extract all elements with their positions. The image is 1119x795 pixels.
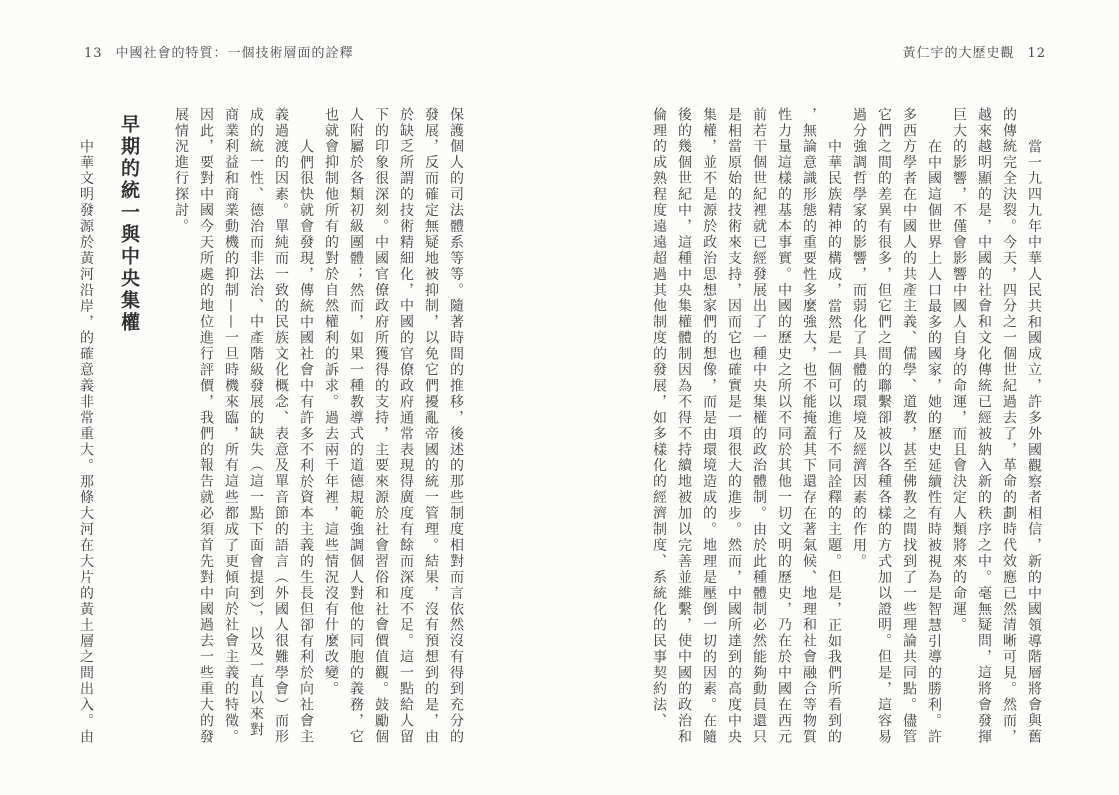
right-page-text — [642, 107, 1046, 745]
page-number-left: 13 — [84, 46, 103, 61]
section-heading: 早期的統一與中央集權 — [118, 114, 140, 334]
paragraph: 在中國這個世界上人口最多的國家，她的歷史延續性有時被視為是智慧引導的勝利。許多西方學者在中國人的共產主義、儒學、道教，甚至佛教之間找到了一些理論共同點。儘管它們之間的差異有很多，但它們之間的聯繫卻被以各種各樣的方式加以證明。但是，這容易過分強調哲學家的影響，而弱化了具體的環境及經濟因素的作用。 — [851, 107, 942, 745]
paragraph: 當一九四九年中華人民共和國成立，許多外國觀察者相信，新的中國領導階層將會與舊的傳統完全決裂。今天，四分之一個世紀過去了，革命的劃時代效應已然清晰可見。然而，越來越明顯的是，中國的社會和文化傳統已經被納入新的秩序之中。毫無疑問，這將會發揮巨大的影響，不僅會影響中國人自身的命運，而且會決定人類將來的命運。 — [951, 107, 1042, 745]
chapter-title: 中國社會的特質：一個技術層面的詮釋 — [115, 46, 354, 61]
paragraph: 人們很快就會發現，傳統中國社會中有許多不利於資本主義的生長但卻有利於向社會主義過渡的因素。單純而一致的民族文化概念、表意及單音節的語言（外國人很難學會）而形成的統一性、德治而非法治、中產階級發展的缺失（這一點下面會提到），以及一直以來對商業利益和商業動機的抑制——一旦時機來臨，所有這些都成了更傾向於社會主義的特徵。因此，要對中國今天所處的地位進行評價，我們的報告就必須首先對中國過去一些重大的發展情況進行探討。 — [173, 107, 314, 745]
paragraph: 中華文明發源於黃河沿岸，的確意義非常重大。那條大河在大片的黃土層之間出入。由 — [78, 138, 94, 745]
running-head-left — [84, 46, 354, 62]
running-head-right — [902, 46, 1046, 62]
paragraph: 中華民族精神的構成，當然是一個可以進行不同詮釋的主題。但是，正如我們所看到的，無論意識形態的重要性多麼強大，也不能掩蓋其下還存在著氣候、地理和社會融合等物質性力量這樣的基本事實。中國的歷史之所以不同於其他一切文明的歷史，乃在於中國在西元前若干個世紀裡就已經發展出了一種中央集權的政治體制。由於此種體制必然能夠動員還只是相當原始的技術來支持，因而它也確實是一項很大的進步。然而，中國所達到的高度中央集權，並不是源於政治思想家們的想像，而是由環境造成的。地理是壓倒一切的因素。在隨後的幾個世紀中，這種中央集權體制因為不得不持續地被加以完善並維繫，使中國的政治和倫理的成熟程度遠遠超過其他制度的發展，如多樣化的經濟制度、系統化的民事契約法、 — [651, 107, 842, 745]
paragraph-continuation: 保護個人的司法體系等等。隨著時間的推移，後述的那些制度相對而言依然沒有得到充分的發展，反而確定無疑地被抑制，以免它們擾亂帝國的統一管理。結果，沒有預想到的是，由於缺乏所謂的技術精細化，中國的官僚政府通常表現得廣度有餘而深度不足。這一點給人留下的印象很深刻。中國官僚政府所獲得的支持，主要來源於社會習俗和社會價值觀。鼓勵個人附屬於各類初級團體；然而，如果一種教導式的道德規範強調個人對他的同胞的義務，它也就會抑制他所有的對於自然權利的訴求。過去兩千年裡，這些情況沒有什麼改變。 — [323, 107, 464, 745]
left-page-text — [70, 107, 468, 745]
book-title: 黃仁宇的大歷史觀 — [902, 46, 1015, 61]
page-number-right: 12 — [1027, 46, 1046, 61]
